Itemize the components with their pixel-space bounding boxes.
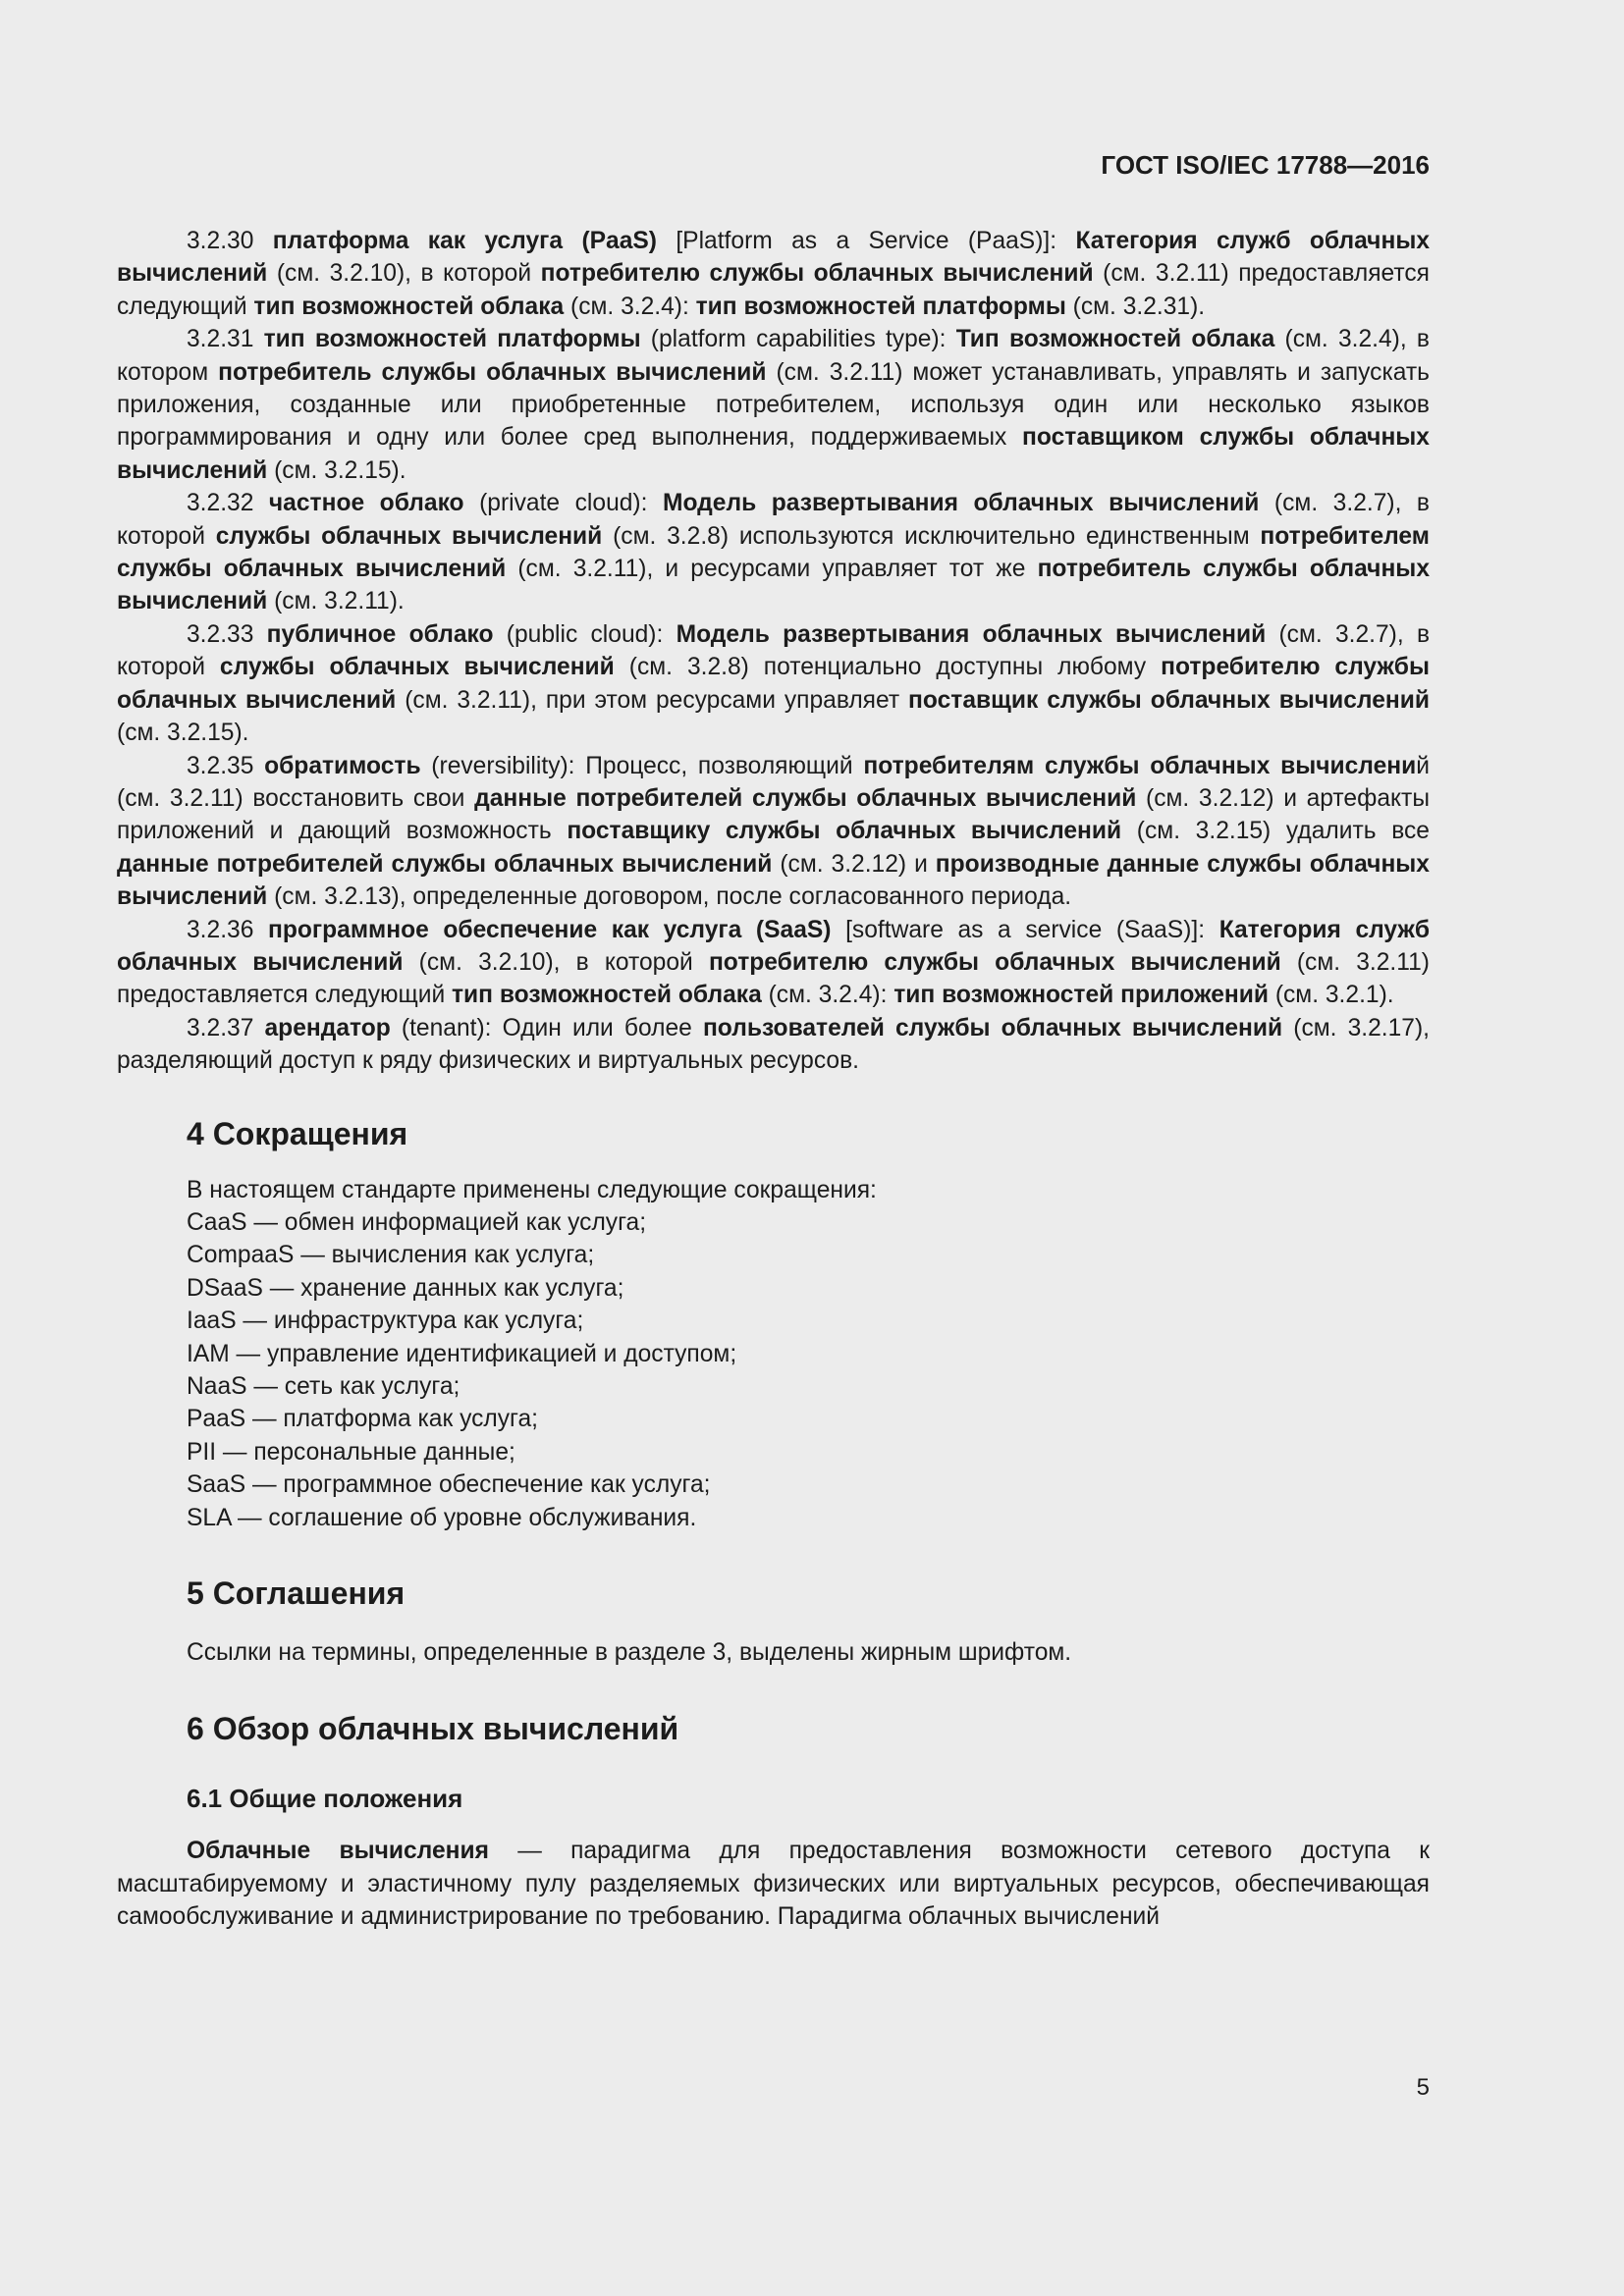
definition-text: (platform capabilities type): [640, 326, 956, 353]
section-4-intro: В настоящем стандарте применены следующие сокращения: [187, 1176, 877, 1203]
definition-text: (см. 3.2.11). [267, 588, 405, 615]
term-bold: данные потребителей службы облачных вычислений [117, 850, 773, 878]
list-item: IAM — управление идентификацией и доступом; [187, 1340, 737, 1367]
definition-text: (см. 3.2.7), в которой [117, 620, 1431, 681]
term-bold: поставщиком службы облачных вычислений [117, 424, 1430, 484]
definition-text: [software as a service (SaaS)]: [831, 916, 1219, 943]
list-item: SLA — соглашение об уровне обслуживания. [187, 1504, 697, 1531]
definition-text: (private cloud): [463, 490, 663, 517]
term-bold: Категория служб облачных вычислений [117, 916, 1431, 976]
document-body [117, 225, 1430, 1934]
term-bold: потребителю службы облачных вычислений [540, 260, 1094, 288]
term-bold: Модель развертывания облачных вычислений [662, 490, 1260, 517]
definition-text: (см. 3.2.15). [117, 720, 249, 747]
definition-text: (см. 3.2.7), в которой [117, 490, 1431, 550]
definition-text: 3.2.31 [187, 326, 264, 353]
term-bold: поставщику службы облачных вычислений [567, 818, 1122, 845]
definition-text: (см. 3.2.13), определенные договором, после согласованного периода. [267, 883, 1072, 911]
definition-3-2-31 [117, 323, 1430, 487]
definition-text: 3.2.30 [187, 228, 273, 254]
definition-text: (см. 3.2.1). [1268, 982, 1394, 1009]
term-bold: службы облачных вычислений [219, 654, 615, 681]
definition-text: (см. 3.2.11), и ресурсами управляет тот же [506, 556, 1038, 583]
list-item: NaaS — сеть как услуга; [187, 1373, 460, 1400]
definition-text: (см. 3.2.11) предоставляется следующий [117, 260, 1430, 320]
section-6-1-paragraph [117, 1835, 1430, 1933]
list-item: CaaS — обмен информацией как услуга; [187, 1208, 647, 1236]
definition-text: (public cloud): [493, 620, 677, 648]
term-bold: поставщик службы облачных вычислений [908, 686, 1430, 714]
definition-text: (см. 3.2.4), в котором [117, 326, 1430, 386]
definition-text: (см. 3.2.12) и артефакты приложений и дающий возможность [117, 784, 1430, 845]
definition-text: 3.2.35 [187, 752, 265, 779]
term-bold: тип возможностей платформы [695, 293, 1066, 320]
term-bold: тип возможностей облака [253, 293, 565, 320]
definition-text: (reversibility): Процесс, позволяющий [420, 752, 864, 779]
term-bold: потребителям службы облачных вычислени [863, 752, 1417, 779]
term-bold: потребитель службы облачных вычислений [218, 358, 767, 386]
definition-text: (см. 3.2.10), в которой [267, 260, 541, 288]
term-bold: Тип возможностей облака [955, 326, 1275, 353]
definition-text: й (см. 3.2.11) восстановить свои [117, 752, 1430, 812]
section-5-text: Ссылки на термины, определенные в разделе 3, выделены жирным шрифтом. [187, 1639, 1072, 1667]
definition-text: 3.2.37 [187, 1014, 265, 1041]
definition-3-2-32 [117, 487, 1430, 618]
list-item: IaaS — инфраструктура как услуга; [187, 1308, 584, 1335]
list-item: CompaaS — вычисления как услуга; [187, 1242, 595, 1269]
term-bold: частное облако [268, 490, 464, 517]
definition-text: (см. 3.2.11) может устанавливать, управлять и запускать приложения, созданные или приобретенные потребителем, используя один или несколько языков программирования и одну или более сред выполнения, поддерживаемых [117, 358, 1430, 452]
definition-text: 3.2.36 [187, 916, 268, 943]
term-bold: пользователей службы облачных вычислений [702, 1014, 1283, 1041]
definition-text: (см. 3.2.10), в которой [403, 948, 709, 976]
term-bold: производные данные службы облачных вычислений [117, 850, 1430, 911]
definition-text: (см. 3.2.4): [761, 982, 894, 1009]
definition-text: (см. 3.2.15) удалить все [1121, 818, 1430, 845]
page-number: 5 [1416, 2074, 1430, 2101]
definition-3-2-35 [117, 750, 1430, 914]
definition-text: (см. 3.2.4): [564, 293, 696, 320]
abbreviations-list [117, 1206, 1430, 1534]
term-bold: программное обеспечение как услуга (SaaS) [268, 916, 832, 943]
definition-text: (см. 3.2.15). [267, 456, 406, 484]
definition-text: 3.2.33 [187, 620, 267, 648]
term-bold: данные потребителей службы облачных вычислений [474, 784, 1137, 812]
section-6-heading: 6 Обзор облачных вычислений [187, 1711, 679, 1747]
definition-text: (см. 3.2.31). [1065, 293, 1206, 320]
definition-text: 3.2.32 [187, 490, 269, 517]
definition-3-2-37 [117, 1012, 1430, 1078]
term-bold: потребителем службы облачных вычислений [117, 522, 1430, 583]
definition-text: [Platform as a Service (PaaS)]: [656, 228, 1076, 254]
list-item: PII — персональные данные; [187, 1438, 515, 1466]
definition-text: (см. 3.2.8) используются исключительно единственным [602, 522, 1261, 550]
definition-text: (см. 3.2.8) потенциально доступны любому [614, 654, 1162, 681]
document-id-header: ГОСТ ISO/IEC 17788—2016 [1101, 150, 1430, 180]
term-bold: тип возможностей платформы [263, 326, 641, 353]
term-bold: тип возможностей облака [452, 982, 762, 1009]
term-bold: тип возможностей приложений [893, 982, 1269, 1009]
term-bold: службы облачных вычислений [215, 522, 603, 550]
definition-text: (tenant): Один или более [390, 1014, 703, 1041]
term-bold: публичное облако [266, 620, 494, 648]
term-bold: платформа как услуга (PaaS) [272, 228, 657, 254]
term-bold: потребителю службы облачных вычислений [708, 948, 1281, 976]
term-bold: потребитель службы облачных вычислений [117, 556, 1430, 615]
definition-3-2-33 [117, 618, 1430, 750]
section-5-heading: 5 Соглашения [187, 1575, 406, 1612]
definition-3-2-36 [117, 914, 1430, 1012]
term-bold: потребителю службы облачных вычислений [117, 654, 1431, 714]
term-bold: Модель развертывания облачных вычислений [676, 620, 1267, 648]
definitions-block [117, 225, 1430, 1078]
paragraph-text: — парадигма для предоставления возможности сетевого доступа к масштабируемому и эластичному пулу разделяемых физических или виртуальных ресурсов, обеспечивающая самообслуживание и администрирование по требованию. Парадигма облачных вычислений [117, 1838, 1430, 1931]
term-bold: арендатор [264, 1014, 391, 1041]
list-item: DSaaS — хранение данных как услуга; [187, 1274, 624, 1302]
definition-3-2-30 [117, 225, 1430, 323]
definition-text: (см. 3.2.11) предоставляется следующий [117, 948, 1430, 1009]
definition-text: (см. 3.2.11), при этом ресурсами управляет [396, 686, 909, 714]
list-item: SaaS — программное обеспечение как услуга; [187, 1471, 711, 1499]
list-item: PaaS — платформа как услуга; [187, 1406, 538, 1433]
term-bold: Облачные вычисления [187, 1838, 489, 1865]
section-4-heading: 4 Сокращения [187, 1115, 408, 1151]
definition-text: (см. 3.2.17), разделяющий доступ к ряду физических и виртуальных ресурсов. [117, 1014, 1430, 1075]
subsection-6-1-heading: 6.1 Общие положения [187, 1784, 463, 1814]
term-bold: Категория служб облачных вычислений [117, 228, 1430, 288]
definition-text: (см. 3.2.12) и [772, 850, 936, 878]
term-bold: обратимость [264, 752, 421, 779]
